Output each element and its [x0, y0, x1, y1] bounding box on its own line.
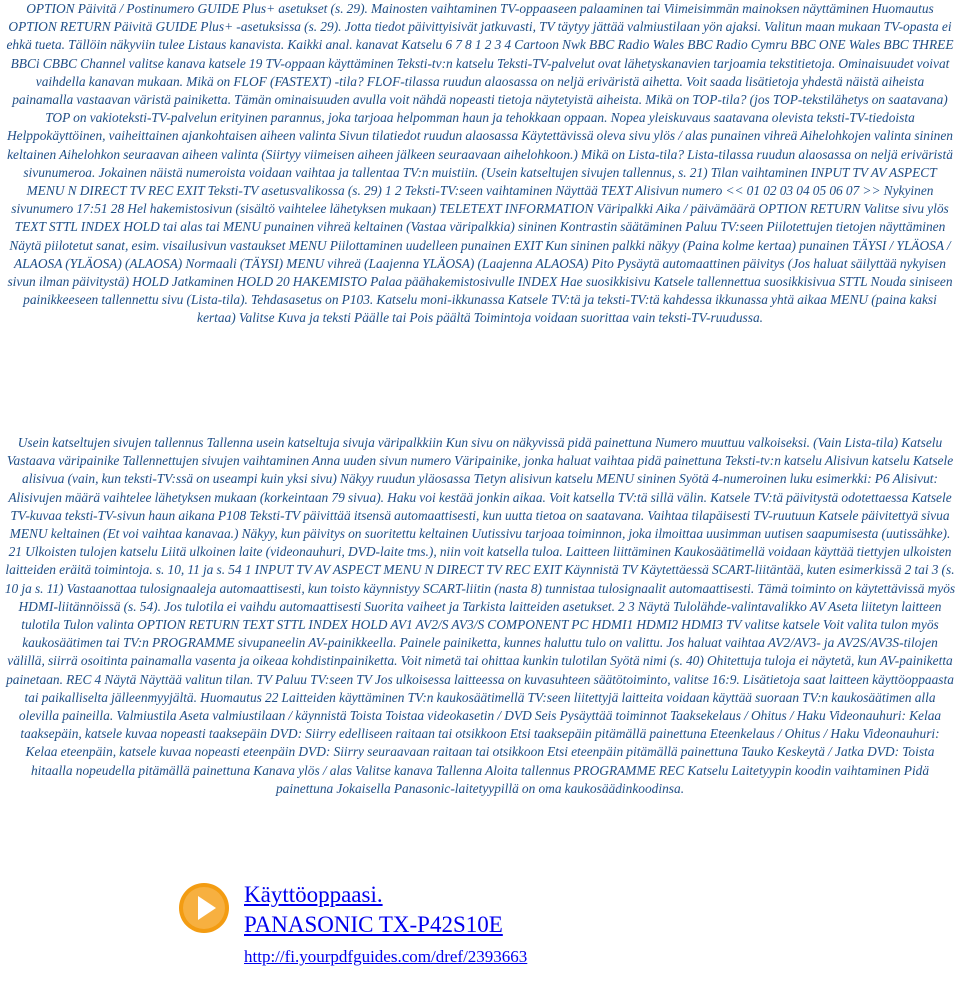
model-link[interactable]: PANASONIC TX-P42S10E: [244, 912, 503, 937]
play-arrow-logo-icon: [178, 882, 230, 934]
url-link[interactable]: http://fi.yourpdfguides.com/dref/2393663: [244, 947, 528, 966]
body-paragraph-1: OPTION Päivitä / Postinumero GUIDE Plus+ asetukset (s. 29). Mainosten vaihtaminen TV-oppaaseen palaaminen tai Viimeisimmän mainoksen näyttäminen Huomautus OPTION RETURN Päivitä GUIDE Plus+ -asetuksissa (s. 29). Jotta tiedot päivittyisivät jatkuvasti, TV täytyy jättää valmiustilaan yön ajaksi. Valitun maan mukaan TV-opasta ei ehkä tueta. Tällöin näkyviin tulee Listaus kanavista. Kaikki anal. kanavat Katselu 6 7 8 1 2 3 4 Cartoon Nwk BBC Radio Wales BBC Radio Cymru BBC ONE Wales BBC THREE BBCi CBBC Channel valitse kanava katsele 19 TV-oppaan käyttäminen Teksti-tv:n katselu Teksti-TV-palvelut ovat lähetyskanavien tarjoamia tekstitietoja. Ominaisuudet voivat vaihdella kanavan mukaan. Mikä on FLOF (FASTEXT) -tila? FLOF-tilassa ruudun alaosassa on neljä eriväristä aihetta. Voit saada lisätietoja yhdestä näistä aiheista painamalla vastaavan väristä painiketta. Tämän ominaisuuden avulla voit nähdä nopeasti tietoja näytetyistä aiheista. Mikä on TOP-tila? (jos TOP-tekstilähetys on saatavana) TOP on vakioteksti-TV-palvelun erityinen parannus, joka tarjoaa helpomman haun ja tehokkaan oppaan. Nopea yleiskuvaus saatavana olevista teksti-TV-tiedoista Helppokäyttöinen, vaiheittainen ajankohtaisen aiheen valinta Sivun tilatiedot ruudun alaosassa Käytettävissä oleva sivu ylös / alas punainen vihreä Aihelohkojen valinta sininen keltainen Aihelohkon seuraavan aiheen valinta (Siirtyy viimeisen aiheen jälkeen seuraavaan aihelohkoon.) Mikä on Lista-tila? Lista-tilassa ruudun alaosassa on neljä eriväristä sivunumeroa. Jokainen näistä numeroista voidaan vaihtaa ja tallentaa TV:n muistiin. (Usein katseltujen sivujen tallennus, s. 21) Tilan vaihtaminen INPUT TV AV ASPECT MENU N DIRECT TV REC EXIT Teksti-TV asetusvalikossa (s. 29) 1 2 Teksti-TV:seen vaihtaminen Näyttää TEXT Alisivun numero << 01 02 03 04 05 06 07 >> Nykyinen sivunumero 17:51 28 Hel hakemistosivun (sisältö vaihtelee lähetyksen mukaan) TELETEXT INFORMATION Väripalkki Aika / päivämäärä OPTION RETURN Valitse sivu ylös TEXT STTL INDEX HOLD tai alas tai MENU punainen vihreä keltainen (Vastaa väripalkkia) sininen Kontrastin säätäminen Paluu TV:seen Piilotettujen tietojen näyttäminen Näytä piilotetut sanat, esim. visailusivun vastaukset MENU Piilottaminen uudelleen punainen EXIT Kun sininen palkki näkyy (Paina kolme kertaa) punainen TÄYSI / YLÄOSA / ALAOSA (YLÄOSA) (ALAOSA) Normaali (TÄYSI) MENU vihreä (Laajenna YLÄOSA) (Laajenna ALAOSA) Pito Pysäytä automaattinen päivitys (Jos haluat säilyttää nykyisen sivun ilman päivitystä) HOLD Jatkaminen HOLD 20 HAKEMISTO Palaa päähakemistosivulle INDEX Hae suosikkisivu Katsele tallennettua suosikkisivua STTL Nouda siniseen painikkeeseen tallennettu sivu (Lista-tila). Tehdasasetus on P103. Katselu moni-ikkunassa Katsele TV:tä ja teksti-TV:tä kahdessa ikkunassa yhtä aikaa MENU (paina kaksi kertaa) Valitse Kuva ja teksti Päälle tai Pois päältä Toimintoja voidaan suorittaa vain teksti-TV-ruudussa.: [6, 1, 954, 326]
body-paragraph-2: Usein katseltujen sivujen tallennus Tallenna usein katseltuja sivuja väripalkkiin Kun sivu on näkyvissä pidä painettuna Numero muuttuu valkoiseksi. (Vain Lista-tila) Katselu Vastaava väripainike Tallennettujen sivujen vaihtaminen Anna uuden sivun numero Väripainike, jonka haluat vaihtaa pidä painettuna Teksti-tv:n katselu Alisivun katselu Katsele alisivua (vain, kun teksti-TV:ssä on useampi kuin yksi sivu) Näkyy ruudun yläosassa Tietyn alisivun katselu MENU sininen Syötä 4-numeroinen luku esimerkki: P6 Alisivut: Alisivujen määrä vaihtelee lähetyksen mukaan (korkeintaan 79 sivua). Haku voi kestää jonkin aikaa. Voit katsella TV:tä sillä välin. Katsele TV:tä päivitystä odotettaessa Katsele TV-kuvaa teksti-TV-sivun haun aikana P108 Teksti-TV päivittää itsensä automaattisesti, kun uutta tietoa on saatavana. Vaihtaa tilapäisesti TV-ruutuun Katsele päivitettyä sivua MENU keltainen (Et voi vaihtaa kanavaa.) Näkyy, kun päivitys on suoritettu keltainen Uutissivu tarjoaa toiminnon, joka ilmoittaa uusimman uutisen saapumisesta (uutissähke). 21 Ulkoisten tulojen katselu Liitä ulkoinen laite (videonauhuri, DVD-laite tms.), niin voit katsella tuloa. Laitteen liittäminen Kaukosäätimellä voidaan käyttää tiettyjen ulkoisten laitteiden eräitä toimintoja. s. 10, 11 ja s. 54 1 INPUT TV AV ASPECT MENU N DIRECT TV REC EXIT Käynnistä TV Käytettäessä SCART-liitäntää, kuten esimerkissä 2 tai 3 (s. 10 ja s. 11) Vastaanottaa tulosignaaleja automaattisesti, kun toisto käynnistyy SCART-liitin (nasta 8) tunnistaa tulosignaalit automaattisesti. Tämä toiminto on käytettävissä myös HDMI-liitännöissä (s. 54). Jos tulotila ei vaihdu automaattisesti Suorita vaiheet ja Tarkista laitteiden asetukset. 2 3 Näytä Tulolähde-valintavalikko AV Aseta liitetyn laitteen tulotila Tulon valinta OPTION RETURN TEXT STTL INDEX HOLD AV1 AV2/S AV3/S COMPONENT PC HDMI1 HDMI2 HDMI3 TV valitse katsele Voit valita tulon myös kaukosäätimen tai TV:n PROGRAMME sivupaneelin AV-painikkeella. Painele painiketta, kunnes haluttu tulo on valittu. Jos haluat vaihtaa AV2/AV3- ja AV2S/AV3S-tilojen välillä, siirrä osoitinta painamalla vasenta ja oikeaa kohdistinpainiketta. Voit nimetä tai ohittaa kunkin tulotilan Syötä nimi (s. 40) Ohitettuja tuloja ei näytetä, kun AV-painiketta painetaan. REC 4 Näytä Näyttää valitun tilan. TV Paluu TV:seen TV Jos ulkoisessa laitteessa on kuvasuhteen säätötoiminto, valitse 16:9. Lisätietoja saat laitteen käyttöoppaasta tai paikalliselta jälleenmyyjältä. Huomautus 22 Laitteiden käyttäminen TV:n kaukosäätimellä TV:seen liitettyjä laitteita voidaan käyttää suoraan TV:n kaukosäätimen alla olevilla paineilla. Valmiustila Aseta valmiustilaan / käynnistä Toista Toistaa videokasetin / DVD Seis Pysäyttää toiminnot Taaksekelaus / Ohitus / Haku Videonauhuri: Kelaa taaksepäin, katsele kuvaa nopeasti taaksepäin DVD: Siirry edelliseen raitaan tai otsikkoon Etsi taaksepäin pitämällä painettuna Eteenkelaus / Ohitus / Haku Videonauhuri: Kelaa eteenpäin, katsele kuvaa nopeasti eteenpäin DVD: Siirry seuraavaan raitaan tai otsikkoon Etsi eteenpäin pitämällä painettuna Tauko Keskeytä / Jatka DVD: Toista hitaalla nopeudella pitämällä painettuna Kanava ylös / alas Valitse kanava Tallenna Aloita tallennus PROGRAMME REC Katselu Laitetyypin koodin vaihtaminen Pidä painettuna Jokaisella Panasonic-laitetyypillä on oma kaukosäädinkoodinsa.: [4, 435, 956, 796]
footer-link-list: [244, 880, 527, 970]
manuals-link[interactable]: Käyttöoppaasi.: [244, 882, 383, 907]
footer-links: [178, 880, 778, 980]
